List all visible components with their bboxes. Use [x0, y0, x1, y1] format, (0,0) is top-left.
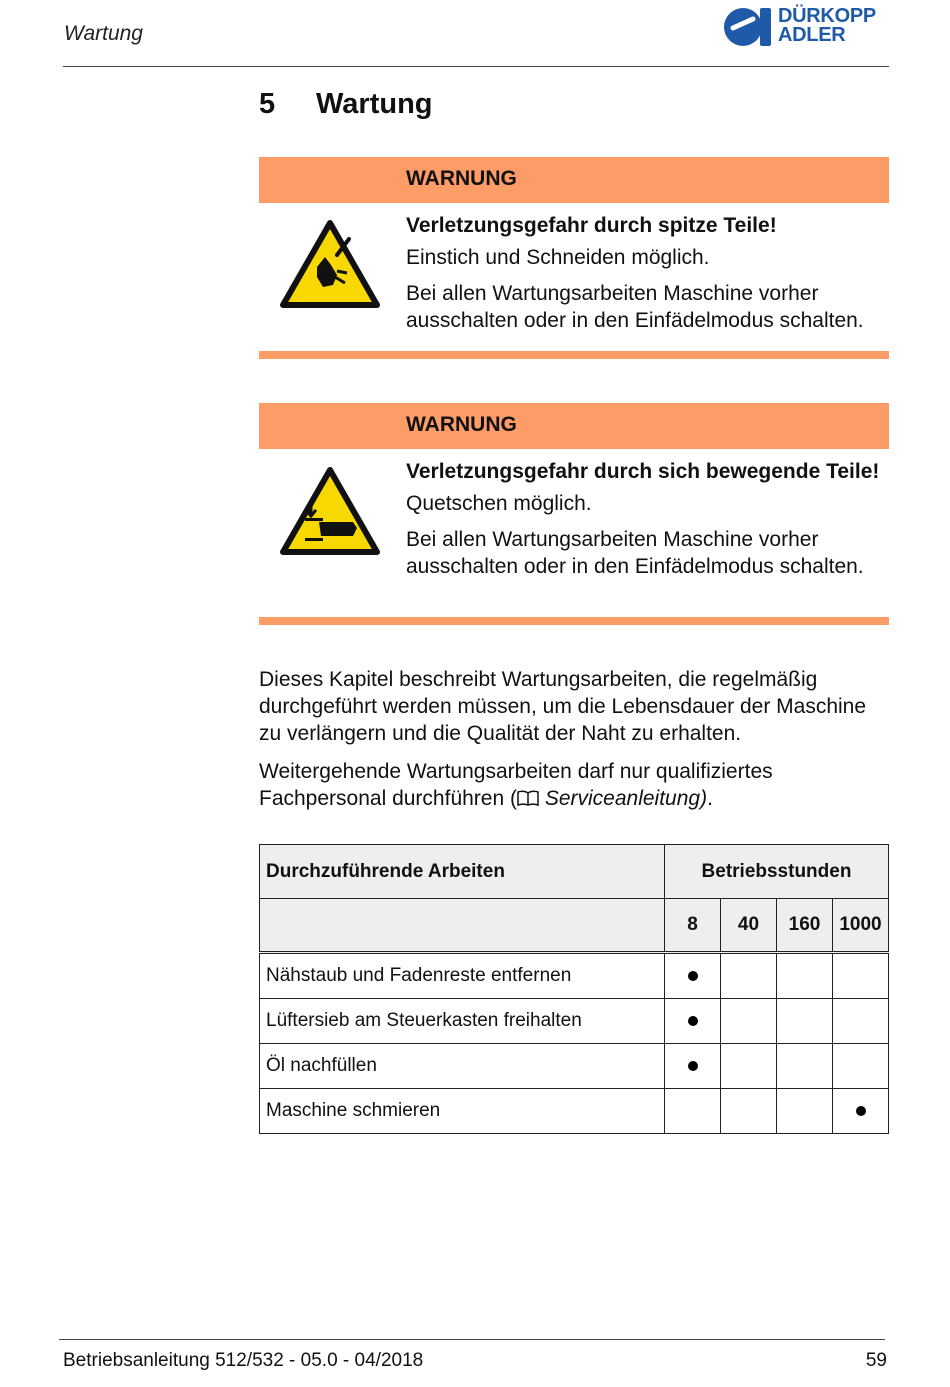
warning-text-2: Bei allen Wartungsarbeiten Maschine vorher ausschalten oder in den Einfädelmodus schalten. — [406, 528, 864, 578]
table-interval-row — [260, 899, 889, 953]
interval-cell-160 — [777, 1089, 833, 1134]
col-hours-header: Betriebsstunden — [665, 845, 889, 899]
chapter-number: 5 — [259, 88, 276, 120]
warning-label-bar — [259, 403, 889, 449]
warning-label: WARNUNG — [406, 413, 517, 436]
interval-cell-40 — [721, 999, 777, 1044]
footer-rule — [59, 1339, 885, 1340]
interval-8: 8 — [665, 899, 721, 953]
header-rule — [63, 66, 889, 67]
warning-end-bar — [259, 617, 889, 625]
warning-box-moving-parts — [259, 403, 889, 625]
table-row — [260, 953, 889, 999]
interval-cell-160 — [777, 1044, 833, 1089]
table-body — [260, 953, 889, 1134]
table-row — [260, 1089, 889, 1134]
bullet-mark — [688, 1061, 698, 1071]
task-cell: Lüftersieb am Steuerkasten freihalten — [260, 999, 665, 1044]
interval-160: 160 — [777, 899, 833, 953]
warning-headline: Verletzungsgefahr durch sich bewegende Teile! — [406, 460, 880, 483]
sharp-parts-hazard-icon — [279, 219, 381, 311]
warning-text-1: Einstich und Schneiden möglich. — [406, 246, 710, 269]
interval-cell-160 — [777, 999, 833, 1044]
maintenance-table — [259, 844, 889, 1134]
col-task-header: Durchzuführende Arbeiten — [260, 845, 665, 899]
logo-mark-icon — [722, 6, 774, 48]
bullet-mark — [688, 971, 698, 981]
interval-cell-1000 — [833, 953, 889, 999]
interval-cell-40 — [721, 1044, 777, 1089]
chapter-title: Wartung — [316, 88, 433, 120]
warning-box-sharp-parts — [259, 157, 889, 359]
logo-text-line2: ADLER — [778, 24, 846, 46]
service-manual-link[interactable]: Serviceanleitung) — [544, 787, 708, 810]
crushing-hazard-icon — [279, 466, 381, 558]
interval-cell-1000 — [833, 1089, 889, 1134]
bullet-mark — [856, 1106, 866, 1116]
interval-cell-1000 — [833, 999, 889, 1044]
book-icon — [517, 790, 539, 806]
footer-document: Betriebsanleitung 512/532 - 05.0 - 04/2018 — [63, 1350, 424, 1371]
warning-end-bar — [259, 351, 889, 359]
table-row — [260, 999, 889, 1044]
interval-cell-1000 — [833, 1044, 889, 1089]
interval-cell-8 — [665, 999, 721, 1044]
warning-label-bar — [259, 157, 889, 203]
service-paragraph — [259, 758, 889, 812]
page-number: 59 — [865, 1350, 887, 1371]
interval-cell-40 — [721, 1089, 777, 1134]
bullet-mark — [688, 1016, 698, 1026]
interval-cell-40 — [721, 953, 777, 999]
table-header-row — [260, 845, 889, 899]
interval-cell-160 — [777, 953, 833, 999]
chapter-heading — [259, 88, 433, 121]
running-header: Wartung — [64, 22, 143, 45]
interval-cell-8 — [665, 1089, 721, 1134]
task-cell: Öl nachfüllen — [260, 1044, 665, 1089]
logo-text-line1: DÜRKOPP — [778, 5, 876, 27]
interval-empty-cell — [260, 899, 665, 953]
warning-text-1: Quetschen möglich. — [406, 492, 592, 515]
warning-label: WARNUNG — [406, 167, 517, 190]
interval-cell-8 — [665, 1044, 721, 1089]
warning-headline: Verletzungsgefahr durch spitze Teile! — [406, 214, 777, 237]
service-text: Weitergehende Wartungsarbeiten darf nur qualifiziertes Fachpersonal durchführen ( — [259, 760, 773, 810]
interval-1000: 1000 — [833, 899, 889, 953]
duerkopp-adler-logo — [722, 6, 892, 50]
task-cell: Maschine schmieren — [260, 1089, 665, 1134]
table-row — [260, 1044, 889, 1089]
service-text-end: . — [707, 787, 713, 810]
intro-paragraph: Dieses Kapitel beschreibt Wartungsarbeiten, die regelmäßig durchgeführt werden müssen, um die Lebensdauer der Maschine zu verlängern und die Qualität der Naht zu erhalten. — [259, 668, 867, 745]
interval-cell-8 — [665, 953, 721, 999]
interval-40: 40 — [721, 899, 777, 953]
task-cell: Nähstaub und Fadenreste entfernen — [260, 953, 665, 999]
warning-text-2: Bei allen Wartungsarbeiten Maschine vorher ausschalten oder in den Einfädelmodus schalten. — [406, 282, 864, 332]
